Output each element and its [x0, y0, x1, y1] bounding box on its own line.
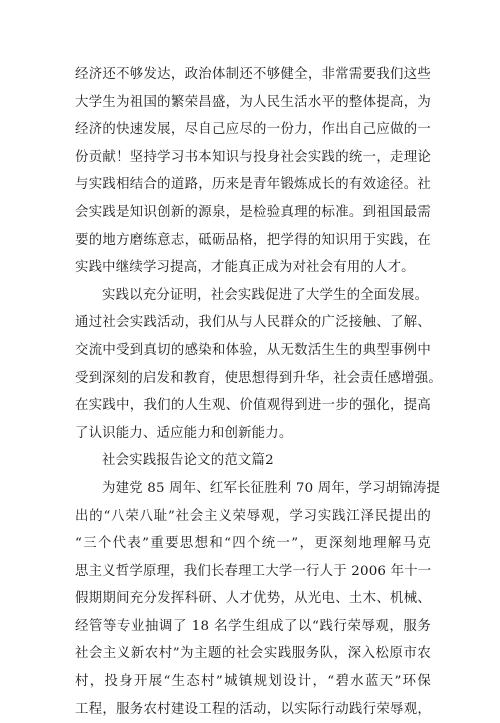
paragraph-1 [75, 61, 431, 282]
paragraph-3 [75, 475, 441, 723]
text-line: 了认识能力、适应能力和创新能力。 [75, 425, 293, 441]
text-line: 经济的快速发展，尽自己应尽的一份力，作出自己应做的一 [75, 122, 431, 138]
text-line: 经济还不够发达，政治体制还不够健全，非常需要我们这些 [75, 67, 431, 82]
text-line: 为建党 85 周年、红军长征胜利 70 周年，学习胡锦涛提 [102, 480, 441, 496]
text-line: 思主义哲学原理，我们长春理工大学一行人于 2006 年十一 [75, 563, 432, 579]
text-line: 社会主义新农村”为主题的社会实践服务队，深入松原市农 [75, 646, 431, 662]
text-line: 经管等专业抽调了 18 名学生组成了以“践行荣辱观，服务 [75, 618, 431, 634]
text-line: 交流中受到真切的感染和体验，从无数活生生的典型事例中 [75, 342, 431, 358]
text-line: 实践中继续学习提高，才能真正成为对社会有用的人才。 [75, 260, 415, 276]
text-line: 在实践中，我们的人生观、价值观得到进一步的强化，提高 [75, 398, 431, 414]
text-line: 大学生为祖国的繁荣昌盛，为人民生活水平的整体提高，为 [75, 94, 431, 110]
text-line: 份贡献！坚持学习书本知识与投身社会实践的统一，走理论 [75, 149, 431, 165]
text-line: 要的地方磨练意志，砥砺品格，把学得的知识用于实践，在 [75, 232, 431, 248]
text-line: 假期期间充分发挥科研、人才优势，从光电、土木、机械、 [75, 591, 431, 607]
text-line: 村，投身开展“生态村”城镇规划设计，“碧水蓝天”环保 [75, 674, 431, 690]
text-line: 与实践相结合的道路，历来是青年锻炼成长的有效途径。社 [75, 177, 431, 193]
document-body [75, 61, 442, 723]
text-line: 会实践是知识创新的源泉，是检验真理的标准。到祖国最需 [75, 204, 431, 220]
text-line: “三个代表”重要思想和“四个统一”，更深刻地理解马克 [75, 536, 431, 552]
text-line: 工程，服务农村建设工程的活动，以实际行动践行荣辱观， [75, 701, 431, 717]
text-line: 受到深刻的启发和教育，使思想得到升华，社会责任感增强。 [75, 370, 442, 386]
text-line: 实践以充分证明，社会实践促进了大学生的全面发展。 [102, 287, 429, 303]
text-line: 通过社会实践活动，我们从与人民群众的广泛接触、了解、 [75, 315, 431, 331]
paragraph-2 [75, 282, 442, 448]
section-heading: 社会实践报告论文的范文篇2 [102, 453, 274, 469]
text-line: 出的“八荣八耻”社会主义荣辱观，学习实践江泽民提出的 [75, 508, 431, 524]
